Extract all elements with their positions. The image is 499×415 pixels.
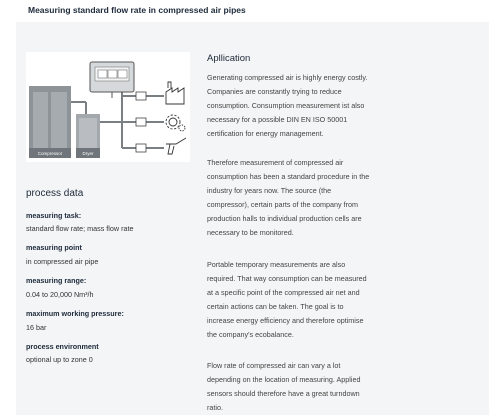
sensor-branch-1: [136, 92, 146, 100]
process-environment-value: optional up to zone 0: [26, 355, 93, 364]
compressor-label: Compressor: [37, 151, 63, 156]
application-paragraph-4: Flow rate of compressed air can vary a lot depending on the location of measuring. Applied sensors should therefore have a great turndown ratio.: [207, 361, 361, 412]
application-paragraph-2: Therefore measurement of compressed air consumption has been a standard procedure in the industry for years now. The source (the compressor), certain parts of the company from production halls to individual production cells are necessary to be monitored.: [207, 158, 370, 237]
sensor-branch-2: [136, 118, 146, 126]
application-paragraph-1: Generating compressed air is highly energy costly. Companies are constantly trying to reduce consumption. Consumption measurement ist also necessary for a possible DIN EN ISO 50001 certification for energy management.: [207, 73, 368, 138]
measuring-range-value: 0.04 to 20,000 Nm³/h: [26, 290, 94, 299]
process-data-heading: process data: [26, 188, 84, 199]
compressed-air-system-illustration: [26, 52, 190, 162]
air-gun-icon: [166, 138, 186, 154]
max-working-pressure-value: 16 bar: [26, 323, 47, 332]
measuring-task-label: measuring task:: [26, 211, 82, 220]
system-diagram: [26, 52, 190, 162]
measuring-range-label: measuring range:: [26, 276, 87, 285]
gear-icon: [166, 115, 185, 131]
application-heading: Apllication: [207, 53, 251, 64]
max-working-pressure-label: maximum working pressure:: [26, 309, 124, 318]
sensor-branch-3: [136, 144, 146, 152]
factory-icon: [166, 82, 184, 104]
dryer-label: Dryer: [82, 151, 94, 156]
measuring-task-value: standard flow rate; mass flow rate: [26, 224, 134, 233]
application-paragraph-3: Portable temporary measurements are also required. That way consumption can be measured at a specific point of the compressed air net and certain actions can be taken. The goal is to increase energy efficiency and therefore optimise the company's ecobalance.: [207, 260, 367, 339]
measuring-point-label: measuring point: [26, 243, 82, 252]
measuring-point-value: in compressed air pipe: [26, 257, 99, 266]
page-title: Measuring standard flow rate in compressed air pipes: [28, 5, 246, 15]
process-environment-label: process environment: [26, 342, 99, 351]
